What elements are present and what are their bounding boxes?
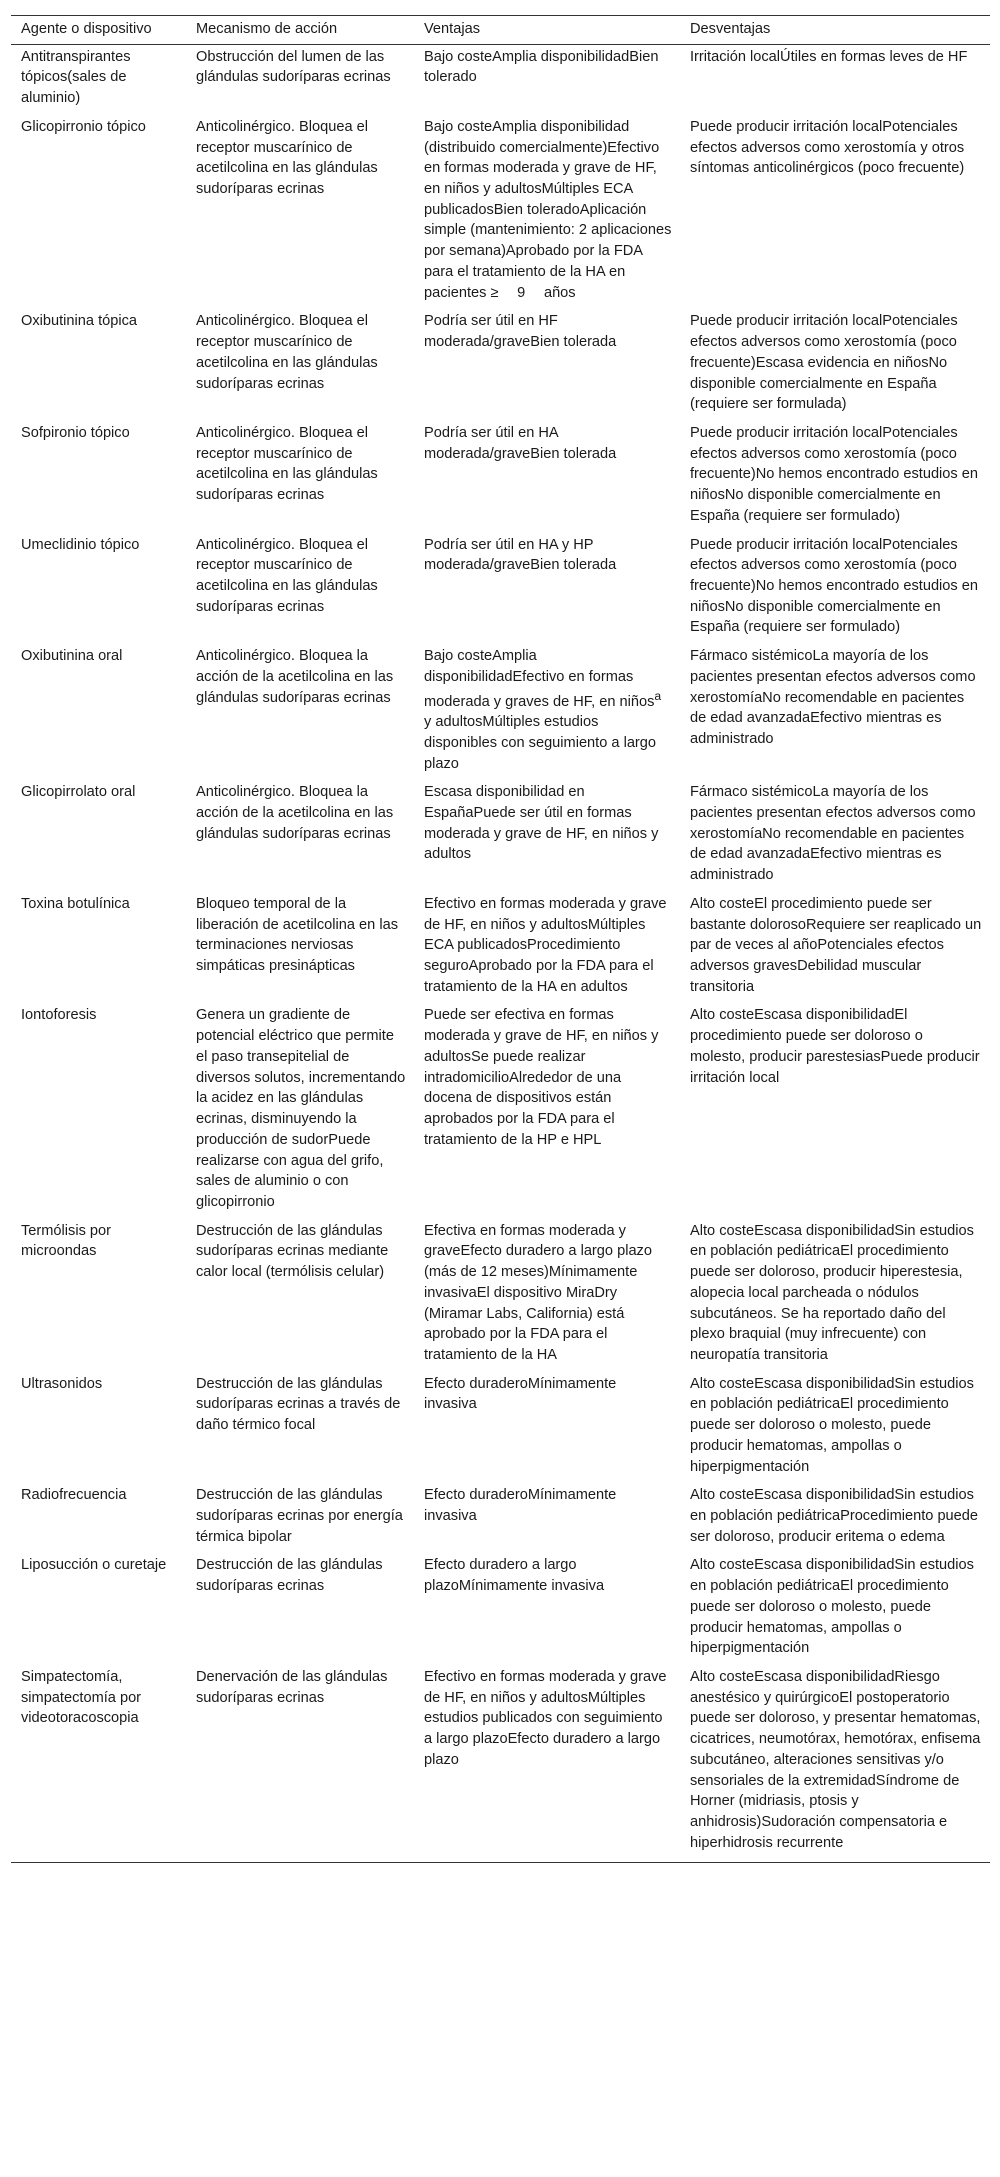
cell-mechanism: Obstrucción del lumen de las glándulas sudoríparas ecrinas: [196, 48, 391, 86]
cell-agent: Liposucción o curetaje: [21, 1557, 167, 1574]
cell-advantages: Escasa disponibilidad en EspañaPuede ser útil en formas moderada y grave de HF, en niños y adultos: [424, 784, 659, 863]
treatment-table: [11, 15, 990, 1863]
cell-agent: Glicopirrolato oral: [21, 784, 136, 801]
cell-disadvantages: Alto costeEscasa disponibilidadEl procedimiento puede ser doloroso o molesto, producir parestesiasPuede producir irritación local: [690, 1007, 980, 1086]
cell-agent: Umeclidinio tópico: [21, 536, 140, 553]
cell-agent: Toxina botulínica: [21, 895, 130, 912]
cell-advantages: Podría ser útil en HA y HP moderada/graveBien tolerada: [424, 536, 617, 574]
cell-mechanism: Anticolinérgico. Bloquea el receptor muscarínico de acetilcolina en las glándulas sudoríparas ecrinas: [196, 118, 378, 198]
header-disadvantages: Desventajas: [680, 16, 990, 45]
cell-mechanism: Denervación de las glándulas sudoríparas ecrinas: [186, 1666, 414, 1862]
cell-mechanism: Destrucción de las glándulas sudoríparas ecrinas: [196, 1557, 383, 1595]
cell-agent: Radiofrecuencia: [21, 1487, 127, 1504]
table-body: [11, 44, 990, 1862]
cell-advantages: Efecto duraderoMínimamente invasiva: [424, 1487, 617, 1525]
table-row: [11, 1484, 990, 1554]
cell-disadvantages: Puede producir irritación localPotenciales efectos adversos como xerostomía y otros síntomas anticolinérgicos (poco frecuente): [690, 118, 965, 177]
cell-disadvantages: Puede producir irritación localPotenciales efectos adversos como xerostomía (poco frecuente)No hemos encontrado estudios en niñosNo disponible comercialmente en España (requiere ser formulado): [690, 536, 978, 636]
cell-mechanism: Destrucción de las glándulas sudoríparas ecrinas a través de daño térmico focal: [196, 1375, 401, 1434]
cell-mechanism: Anticolinérgico. Bloquea el receptor muscarínico de acetilcolina en las glándulas sudoríparas ecrinas: [196, 536, 378, 615]
cell-agent: Oxibutinina tópica: [21, 313, 138, 330]
table-row: [11, 781, 990, 893]
cell-mechanism: Anticolinérgico. Bloquea el receptor muscarínico de acetilcolina en las glándulas sudoríparas ecrinas: [196, 313, 378, 392]
cell-mechanism: Destrucción de las glándulas sudoríparas ecrinas por energía térmica bipolar: [196, 1487, 403, 1545]
cell-disadvantages: Irritación localÚtiles en formas leves de HF: [690, 48, 968, 65]
header-mechanism: Mecanismo de acción: [186, 16, 414, 45]
cell-agent: Iontoforesis: [21, 1007, 97, 1024]
table-row: [11, 645, 990, 781]
header-agent: Agente o dispositivo: [11, 16, 186, 45]
table-row: [11, 893, 990, 1005]
cell-advantages: Podría ser útil en HF moderada/graveBien tolerada: [424, 313, 617, 351]
table-row: [11, 44, 990, 116]
cell-disadvantages: Fármaco sistémicoLa mayoría de los pacientes presentan efectos adversos como xerostomíaNo recomendable en pacientes de edad avanzadaEfectivo mientras es administrado: [690, 648, 976, 747]
advantages-text-pre: Bajo costeAmplia disponibilidadEfectivo en formas moderada y graves de HF, en niños: [424, 648, 655, 710]
cell-agent: Glicopirronio tópico: [21, 118, 146, 135]
cell-mechanism: Destrucción de las glándulas sudoríparas ecrinas mediante calor local (termólisis celular): [196, 1222, 389, 1281]
cell-advantages: Efecto duraderoMínimamente invasiva: [424, 1375, 617, 1413]
cell-mechanism: Genera un gradiente de potencial eléctrico que permite el paso transepitelial de diversos solutos, incrementando la acidez en las glándulas ecrinas, disminuyendo la producción de sudorPuede realizarse con agua del grifo, sales de aluminio o con glicopirronio: [196, 1007, 406, 1210]
header-advantages: Ventajas: [414, 16, 680, 45]
cell-disadvantages: Alto costeEscasa disponibilidadSin estudios en población pediátricaEl procedimiento puede ser doloroso, producir hiperestesia, alopecia local parcheada o nódulos subcutáneos. Se ha reportado daño del plexo braquial (muy infrecuente) con neuropatía transitoria: [690, 1222, 974, 1363]
table-row: [11, 116, 990, 310]
cell-mechanism: Anticolinérgico. Bloquea el receptor muscarínico de acetilcolina en las glándulas sudoríparas ecrinas: [196, 424, 378, 504]
table-row: [11, 1666, 990, 1862]
cell-agent: Oxibutinina oral: [21, 648, 123, 665]
cell-disadvantages: Alto costeEscasa disponibilidadSin estudios en población pediátricaEl procedimiento puede ser doloroso o molesto, puede producir hematomas, ampollas o hiperpigmentación: [690, 1557, 974, 1657]
cell-mechanism: Anticolinérgico. Bloquea la acción de la acetilcolina en las glándulas sudoríparas ecrinas: [196, 784, 394, 842]
cell-advantages: Bajo costeAmplia disponibilidad (distribuido comercialmente)Efectivo en formas moderada y grave de HF, en niños y adultosMúltiples ECA publicadosBien toleradoAplicación simple (mantenimiento: 2 aplicaciones por semana)Aprobado por la FDA para el tratamiento de la HA en pacientes ≥ 9 años: [424, 118, 672, 301]
cell-advantages: Bajo costeAmplia disponibilidadBien tolerado: [424, 48, 659, 86]
cell-disadvantages: Fármaco sistémicoLa mayoría de los pacientes presentan efectos adversos como xerostomíaNo recomendable en pacientes de edad avanzadaEfectivo mientras es administrado: [690, 784, 976, 884]
advantages-text-post: y adultosMúltiples estudios disponibles con seguimiento a largo plazo: [424, 714, 657, 772]
cell-disadvantages: Alto costeEscasa disponibilidadSin estudios en población pediátricaProcedimiento puede ser doloroso, producir eritema o edema: [690, 1487, 979, 1545]
cell-advantages: Puede ser efectiva en formas moderada y grave de HF, en niños y adultosSe puede realizar intradomicilioAlrededor de una docena de dispositivos están aprobados por la FDA para el tratamiento de la HP e HPL: [424, 1007, 659, 1148]
table-row: [11, 1373, 990, 1485]
cell-agent: Antitranspirantes tópicos(sales de aluminio): [21, 48, 131, 107]
cell-advantages: Efectivo en formas moderada y grave de HF, en niños y adultosMúltiples estudios publicados con seguimiento a largo plazoEfecto duradero a largo plazo: [414, 1666, 680, 1862]
table-row: [11, 534, 990, 646]
cell-disadvantages: Puede producir irritación localPotenciales efectos adversos como xerostomía (poco frecuente)No hemos encontrado estudios en niñosNo disponible comercialmente en España (requiere ser formulado): [690, 424, 978, 524]
cell-disadvantages: Alto costeEl procedimiento puede ser bastante dolorosoRequiere ser reaplicado un par de veces al añoPotenciales efectos adversos gravesDebilidad muscular transitoria: [690, 895, 982, 995]
table-row: [11, 422, 990, 534]
cell-agent: Termólisis por microondas: [21, 1222, 112, 1260]
cell-mechanism: Bloqueo temporal de la liberación de acetilcolina en las terminaciones nerviosas simpáticas presinápticas: [196, 895, 399, 975]
cell-advantages: Efecto duradero a largo plazoMínimamente invasiva: [424, 1557, 605, 1595]
cell-agent: Simpatectomía, simpatectomía por videotoracoscopia: [11, 1666, 186, 1862]
table-header: [11, 16, 990, 45]
cell-mechanism: Anticolinérgico. Bloquea la acción de la acetilcolina en las glándulas sudoríparas ecrinas: [196, 648, 394, 706]
table-row: [11, 1220, 990, 1373]
cell-disadvantages: Puede producir irritación localPotenciales efectos adversos como xerostomía (poco frecuente)Escasa evidencia en niñosNo disponible comercialmente en España (requiere ser formulada): [690, 313, 958, 413]
cell-agent: Sofpironio tópico: [21, 424, 130, 441]
header-row: [11, 16, 990, 45]
cell-advantages: Efectivo en formas moderada y grave de HF, en niños y adultosMúltiples ECA publicadosProcedimiento seguroAprobado por la FDA para el tratamiento de la HA en adultos: [424, 895, 667, 995]
footnote-marker: a: [654, 688, 662, 703]
cell-advantages: [414, 645, 680, 781]
cell-advantages: Podría ser útil en HA moderada/graveBien tolerada: [424, 424, 617, 462]
table-row: [11, 1554, 990, 1666]
cell-disadvantages: Alto costeEscasa disponibilidadSin estudios en población pediátricaEl procedimiento puede ser doloroso o molesto, puede producir hematomas, ampollas o hiperpigmentación: [690, 1375, 974, 1475]
cell-disadvantages: Alto costeEscasa disponibilidadRiesgo anestésico y quirúrgicoEl postoperatorio puede ser doloroso, y presentar hematomas, cicatrices, neumotórax, hemotórax, enfisema subcutáneo, alteraciones sensitivas y/o sensoriales de la extremidadSíndrome de Horner (midriasis, ptosis y anhidrosis)Sudoración compensatoria e hiperhidrosis recurrente: [680, 1666, 990, 1862]
cell-advantages: Efectiva en formas moderada y graveEfecto duradero a largo plazo (más de 12 meses)Mínimamente invasivaEl dispositivo MiraDry (Miramar Labs, California) está aprobado por la FDA para el tratamiento de la HA: [424, 1222, 652, 1363]
table-row: [11, 310, 990, 422]
table-row: [11, 1004, 990, 1219]
cell-agent: Ultrasonidos: [21, 1375, 103, 1392]
